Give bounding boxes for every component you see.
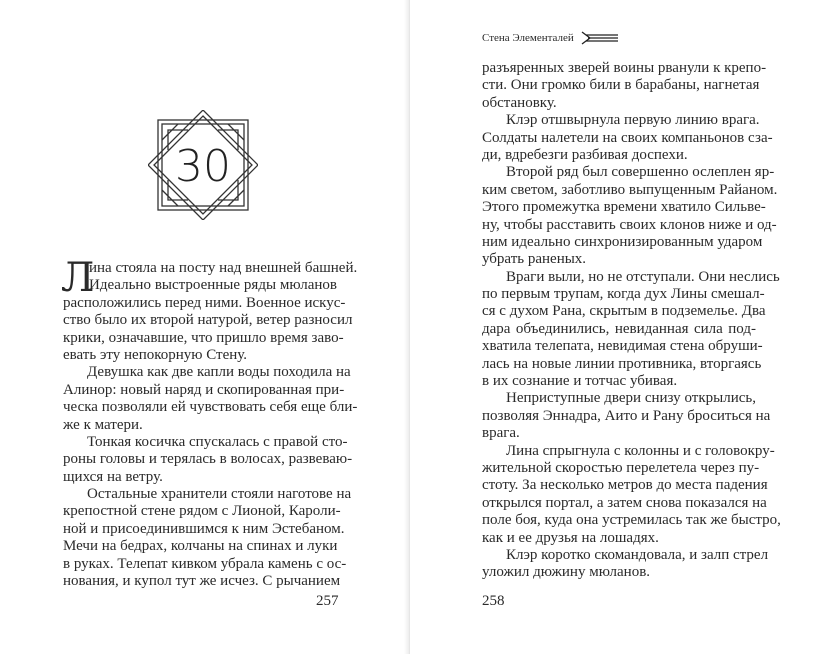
text-line: по первым трупам, когда дух Лины смешал- <box>482 286 765 303</box>
running-head-title: Стена Элементалей <box>482 32 574 44</box>
text-line: ну, чтобы расставить своих клонов ниже и од- <box>482 216 777 233</box>
paragraph <box>482 546 769 582</box>
paragraph <box>63 433 353 486</box>
text-line: сти. Они громко били в барабаны, нагнетая <box>482 77 760 94</box>
text-line: открылся портал, а затем снова показался на <box>482 494 767 511</box>
text-line: Солдаты налетели на своих компаньонов сза- <box>482 129 773 146</box>
text-line: Клэр коротко скомандовала, и залп стрел <box>506 546 769 563</box>
text-line: ся с духом Рана, скрытым в подземелье. Два <box>482 303 766 320</box>
text-line: в их сознание и тотчас убивая. <box>482 373 678 390</box>
text-line: ним идеально синхронизированным ударом <box>482 233 763 250</box>
text-line: нования, и купол тут же исчез. С рычанием <box>63 573 341 590</box>
right-page <box>410 0 819 654</box>
chapter-emblem <box>148 110 258 220</box>
text-line: ди, вдребезги разбивая доспехи. <box>482 146 688 163</box>
text-line: поле боя, куда она устремилась так же быстро, <box>482 512 781 529</box>
paragraph <box>482 112 773 164</box>
page-number: 258 <box>482 593 505 609</box>
text-line: хватила телепата, невидимая стена обруши- <box>482 338 763 355</box>
text-line: уложил дюжину мюланов. <box>482 564 651 581</box>
text-line: ина стояла на посту над внешней башней. <box>89 260 358 276</box>
text-line: как и ее друзья на лошадях. <box>482 529 659 546</box>
text-line: Лина спрыгнула с колонны и с головокру- <box>506 442 775 459</box>
text-line: лась на новые линии противника, вторгаясь <box>482 355 762 372</box>
text-line: жительной скоростью перелетела через пу- <box>482 459 760 476</box>
paragraph <box>482 60 767 112</box>
text-line: Этого промежутка времени хватило Сильве- <box>482 199 766 216</box>
text-line: расположились перед ними. Военное искус- <box>63 294 346 311</box>
text-line: щихся на ветру. <box>63 468 163 485</box>
text-line: Неприступные двери снизу открылись, <box>506 390 756 407</box>
text-line: Клэр отшвырнула первую линию врага. <box>506 112 760 129</box>
text-line: Враги выли, но не отступали. Они неслись <box>506 268 780 285</box>
text-line: обстановку. <box>482 94 557 111</box>
paragraph <box>482 164 778 268</box>
text-line: Остальные хранители стояли наготове на <box>87 486 352 503</box>
drop-cap: Л <box>61 255 95 301</box>
text-line: врага. <box>482 425 520 442</box>
left-page <box>0 0 409 654</box>
text-line: Мечи на бедрах, колчаны на спинах и луки <box>63 538 338 555</box>
text-line: Второй ряд был совершенно ослеплен яр- <box>506 164 775 181</box>
text-line: позволяя Эннадра, Аито и Рану броситься на <box>482 407 771 424</box>
paragraph <box>482 268 780 391</box>
text-line: убрать раненых. <box>482 251 587 268</box>
text-line: роны головы и терялась в волосах, развеваю- <box>63 451 353 468</box>
running-head <box>482 31 620 45</box>
text-line: Алинор: новый наряд и скопированная при- <box>63 381 345 398</box>
text-line: ной и присоединившимся к ним Эстебаном. <box>63 520 345 537</box>
paragraph <box>482 390 771 442</box>
text-line: ческа позволяли ей чувствовать себя еще бли- <box>63 399 358 416</box>
text-line: Тонкая косичка спускалась с правой сто- <box>87 433 348 450</box>
arrow-ornament-icon <box>580 31 620 45</box>
left-text-block <box>61 255 358 590</box>
text-line: крепостной стене рядом с Лионой, Кароли- <box>63 503 341 520</box>
text-line: дара объединились, невиданная сила под- <box>482 320 756 337</box>
text-line: в руках. Телепат кивком убрала камень с ос- <box>63 555 347 572</box>
paragraph <box>63 364 358 434</box>
page-number: 257 <box>316 593 339 609</box>
text-line: стоту. За несколько метров до места падения <box>482 477 768 494</box>
text-line: евать эту непокорную Стену. <box>63 346 248 363</box>
right-text-block <box>482 60 781 582</box>
text-line: Девушка как две капли воды походила на <box>87 364 351 381</box>
paragraph <box>61 255 358 364</box>
text-line: ким светом, заботливо выпущенным Райаном. <box>482 181 778 198</box>
text-line: крики, означавшие, что пришло время заво- <box>63 329 344 346</box>
text-line: ство было их второй натурой, ветер разносил <box>63 312 353 329</box>
text-line: же к матери. <box>63 416 143 433</box>
chapter-number: 30 <box>175 141 231 192</box>
text-line: Идеально выстроенные ряды мюланов <box>89 277 337 294</box>
paragraph <box>482 442 781 547</box>
paragraph <box>63 486 352 590</box>
text-line: разъяренных зверей воины рванули к крепо- <box>482 60 767 76</box>
